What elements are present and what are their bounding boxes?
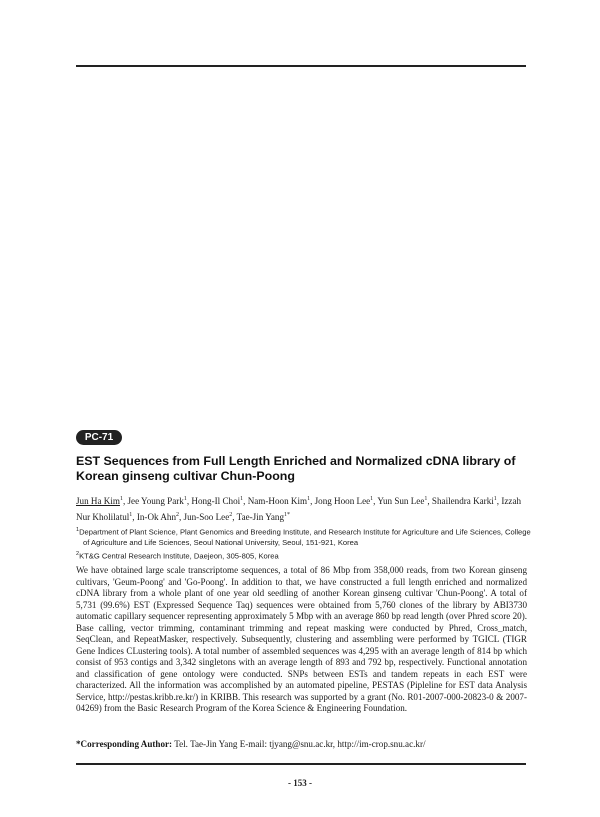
author-affiliation-mark: 1	[183, 496, 187, 502]
author-name: In-Ok Ahn	[136, 512, 176, 523]
author-affiliation-mark: 1	[493, 496, 497, 502]
author-affiliation-mark: 2	[229, 512, 233, 519]
author-name: Hong-Il Choi	[191, 496, 241, 507]
author-name: Jun-Soo Lee	[183, 512, 230, 523]
bottom-rule	[76, 763, 526, 765]
author-affiliation-mark: 1	[129, 512, 133, 519]
author-name: Shailendra Karki	[431, 496, 494, 507]
affiliation-list	[76, 525, 536, 562]
corresponding-author-label: *Corresponding Author:	[76, 739, 173, 749]
author-name: Izzah Nur Kholilatul	[76, 496, 522, 523]
page-number: - 153 -	[288, 778, 312, 788]
paper-title: EST Sequences from Full Length Enriched and Normalized cDNA library of Korean ginseng cultivar Chun-Poong	[76, 454, 516, 483]
author-affiliation-mark: 1	[119, 496, 123, 502]
corresponding-author	[76, 738, 531, 750]
poster-id-badge: PC-71	[76, 430, 122, 445]
affiliation	[76, 525, 536, 549]
affiliation-text: Department of Plant Science, Plant Genomics and Breeding Institute, and Research Institute for Agriculture and Life Sciences, College of Agriculture and Life Sciences, Seoul National University, Seoul, 151-921, Korea	[79, 527, 531, 548]
affiliation-number: 2	[76, 550, 80, 557]
author-name: Jee Young Park	[127, 496, 184, 507]
abstract-text: We have obtained large scale transcriptome sequences, a total of 86 Mbp from 358,000 reads, from two Korean ginseng cultivars, 'Geum-Poong' and 'Go-Poong'. In addition to that, we have constructed a full length enriched and normalized cDNA library from a whole plant of one year old seedling of another Korean ginseng cultivar 'Chun-Poong'. A total of 5,731 (99.6%) EST (Expressed Sequence Taq) sequences were obtained from 5,760 clones of the library by ABI3730 automatic capillary sequencer representing approximately 5 Mbp with an average 860 bp read length (over Phred score 20). Base calling, vector trimming, contaminant trimming and repeat masking were conducted by Phred, Cross_match, SeqClean, and RepeatMasker, respectively. Subsequently, clustering and assembling were performed by TGICL (TIGR Gene Indices CLustering tools). A total number of assembled sequences was 4,295 with an average length of 814 bp which consist of 953 contigs and 3,342 singletons with an average length of 893 and 792 bp, respectively. Functional annotation and classification of gene ontology were conducted. SNPs between ESTs and tandem repeats in each EST were characterized. All the information was accomplished by an automated pipeline, PESTAS (Pipleline for EST data Analysis Service, http://pestas.kribb.re.kr/) in KRIBB. This research was supported by a grant (No. R01-2007-000-20823-0 & 2007-04269) from the Basic Research Program of the Korea Science & Engineering Foundation.	[76, 565, 527, 713]
author-affiliation-mark: 1	[240, 496, 244, 502]
author-name: Jun Ha Kim	[76, 496, 120, 507]
author-affiliation-mark: 2	[176, 512, 179, 519]
top-rule	[76, 65, 526, 67]
corresponding-author-contact: Tel. Tae-Jin Yang E-mail: tjyang@snu.ac.kr, http://im-crop.snu.ac.kr/	[172, 739, 426, 749]
author-name: Tae-Jin Yang	[236, 512, 285, 523]
affiliation-text: KT&G Central Research Institute, Daejeon, 305-805, Korea	[79, 551, 279, 561]
affiliation	[76, 549, 536, 562]
author-name: Jong Hoon Lee	[314, 496, 371, 507]
author-affiliation-mark: 1	[424, 496, 428, 502]
author-list: Jun Ha Kim$^1$, Jee Young Park$^1$, Hong-Il Choi$^1$, Nam-Hoon Kim$^1$, Jong Hoon Lee$^1$, Yun Sun Lee$^1$, Shailendra Karki$^1$, Izzah Nur Kholilatul$^1$, In-Ok Ahn$^2$, Jun-Soo Lee$^2$, Tae-Jin Yang$^{1*}$	[76, 496, 522, 523]
author-affiliation-mark: 1*	[284, 512, 291, 519]
author-name: Yun Sun Lee	[377, 496, 425, 507]
author-affiliation-mark: 1	[370, 496, 374, 502]
affiliation-number: 1	[76, 527, 80, 533]
author-affiliation-mark: 1	[307, 496, 311, 502]
author-name: Nam-Hoon Kim	[247, 496, 308, 507]
